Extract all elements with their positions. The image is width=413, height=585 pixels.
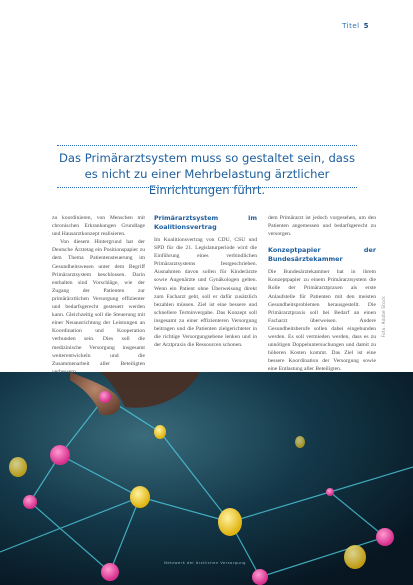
network-node: [23, 495, 37, 509]
column1-paragraph-1: zu koordinieren, von Menschen mit chronischen Erkrankungen Grundlage und Hausarztkonzept realisieren.: [52, 215, 145, 238]
network-node: [218, 508, 242, 536]
network-node: [252, 569, 268, 585]
article-column-3: [268, 214, 376, 374]
network-node: [50, 445, 70, 465]
network-node: [9, 457, 27, 477]
section-label: Titel: [342, 22, 360, 30]
network-node: [130, 486, 150, 508]
network-node: [295, 436, 305, 448]
article-column-1: [52, 214, 145, 376]
page-header: [342, 22, 369, 30]
pull-quote: Das Primärarztsystem muss so gestaltet sein, dass es nicht zu einer Mehrbelastung ärztlicher Einrichtungen führt.: [59, 151, 355, 197]
column1-paragraph-2: Von diesem Hintergrund hat der Deutsche Ärztetag ein Positionspapier zu dem Thema Patientensteuerung im Gesundheitswesen unter dem Begriff Primärarztsystem beschlossen. Darin enthalten sind Vorschläge, wie der Zugang der Patienten zur primärärztlichen Versorgung effizienter und bedarfsgerecht gesteuert werden kann. Gleichzeitig soll die Steuerung mit einer Neuausrichtung der Leistungen an Koordination und Kooperation verbunden sein. Dies soll die medizinische Versorgung insgesamt weiterentwickeln und die Zusammenarbeit aller Beteiligten: [52, 239, 145, 367]
pull-quote-rule-top: [57, 145, 357, 146]
network-node: [99, 391, 111, 403]
article-column-2: [154, 214, 257, 349]
column3-heading: Konzeptpapier der Bundesärztekammer: [268, 246, 376, 263]
photo-credit: Foto: Adobe Stock: [381, 296, 386, 338]
network-node: [344, 545, 366, 569]
network-photo: [0, 372, 413, 585]
pull-quote-rule-bottom: [57, 187, 357, 188]
network-illustration: [0, 372, 413, 585]
page-number: 5: [363, 22, 369, 30]
column3-paragraph-2: Die Bundesärztekammer hat in ihrem Konzeptpapier zu einem Primärarztsystem die Rolle der Primärarztpraxen als erste Anlaufstelle für Patienten mit den meisten Gesundheitsproblemen herausgestellt. Die Primärarztpraxis soll bei Bedarf an einen Facharzt überweisen. Andere Gesundheitsberufe sollen dabei eingebunden werden. Es soll vermieden werden, dass es zu unnötigen Doppeluntersuchungen und damit zu höheren Kosten kommt. Das Ziel ist eine bessere Koordination der Versorgung sowie eine Entlastung aller Beteiligten.: [268, 269, 376, 373]
column2-heading: Primärarztsystem im Koalitionsvertrag: [154, 214, 257, 231]
column2-paragraph-1: Im Koalitionsvertrag von CDU, CSU und SPD für die 21. Legislaturperiode wird die Einführung eines verbindlichen Primärarztsystems festgeschrieben. Ausnahmen davon sollen für Kinderärzte sowie Augenärzte und Gynäkologen gelten. Wenn ein Patient ohne Überweisung direkt zum Facharzt geht, soll er dafür zusätzlich bezahlen müssen. Ziel ist eine bessere und schnellere Terminvergabe. Das Konzept soll insgesamt zu einer effizienteren Versorgung beitragen und die Patienten zielgerichteter in die richtige Versorgungsebene lenken und in der Arztpraxis die Ressourcen schonen.: [154, 237, 257, 349]
network-node: [101, 563, 119, 581]
photo-caption: Netzwerk der ärztlichen Versorgung: [164, 560, 246, 565]
network-node: [376, 528, 394, 546]
network-node: [326, 488, 334, 496]
network-node: [154, 425, 166, 439]
column3-paragraph-1: dem Primärarzt ist jedoch vorgesehen, um den Patienten angemessen und bedarfsgerecht zu versorgen.: [268, 215, 376, 238]
